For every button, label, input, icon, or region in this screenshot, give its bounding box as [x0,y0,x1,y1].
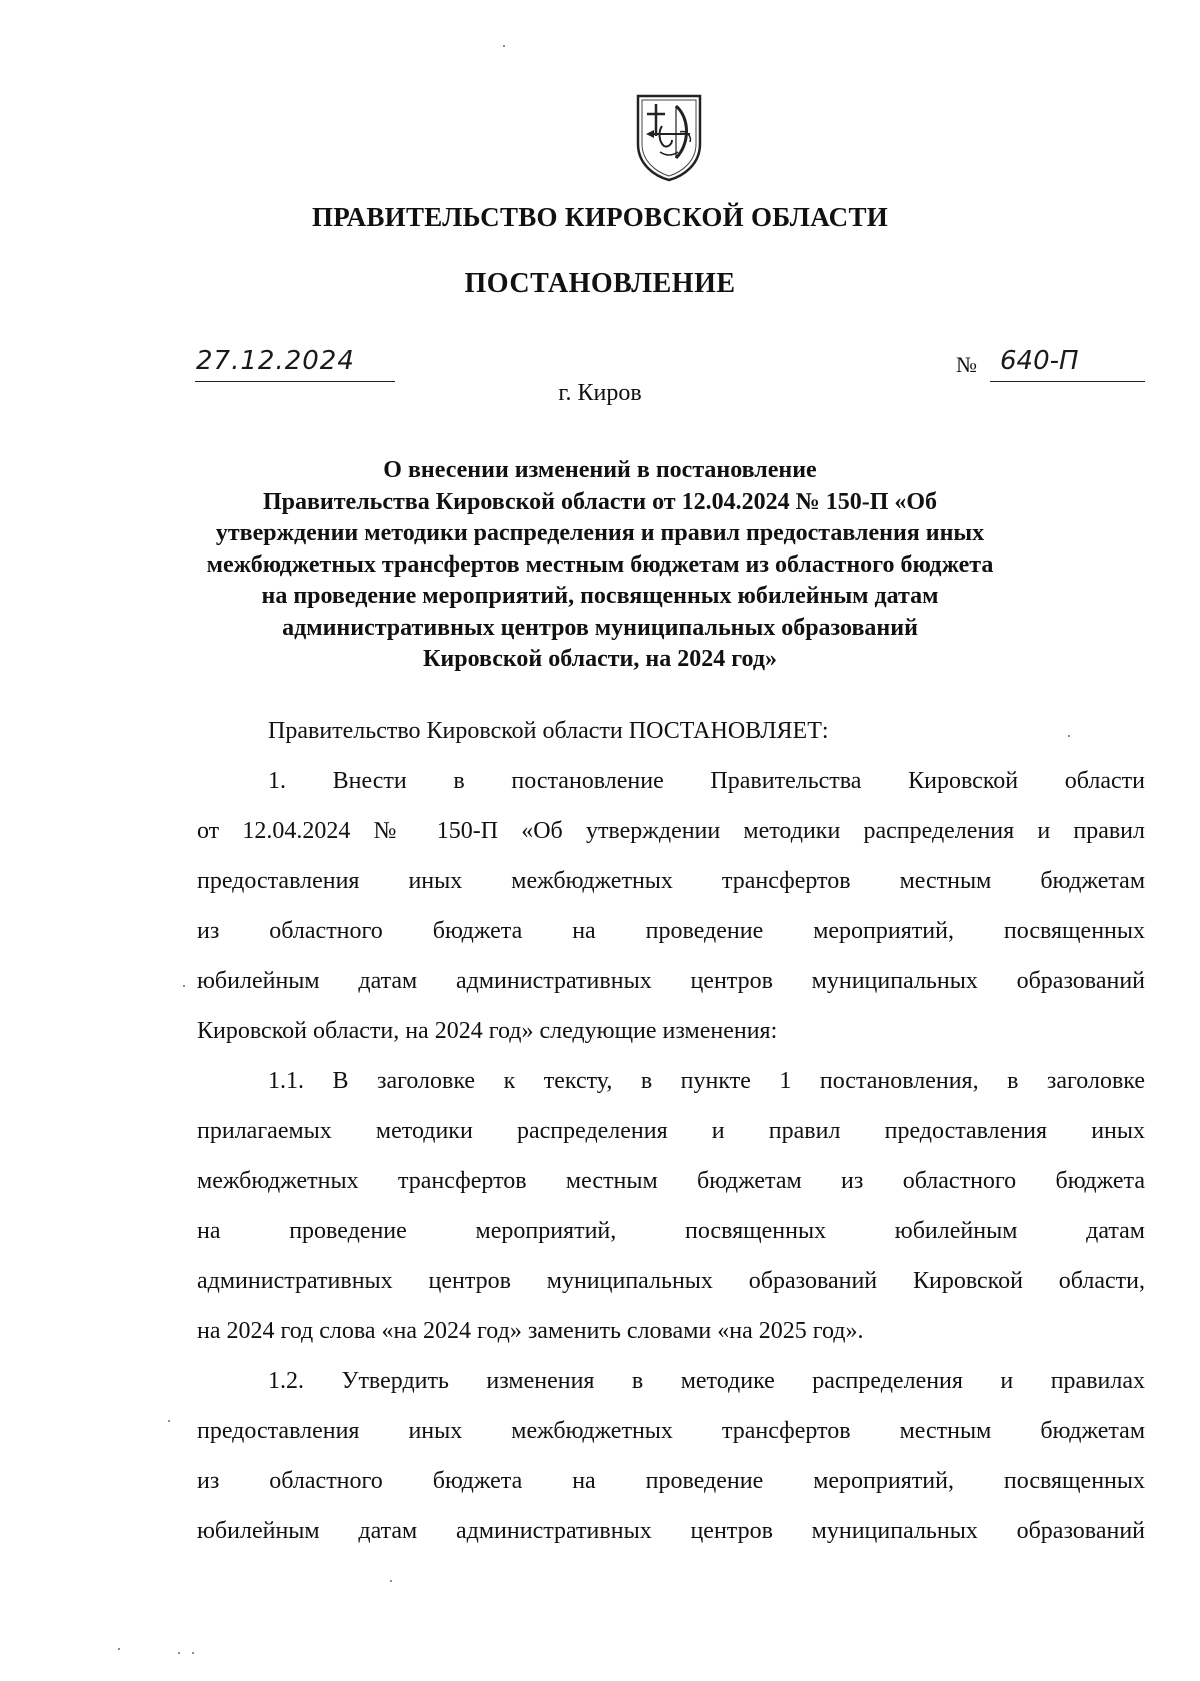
body-line: из областного бюджета на проведение мероприятий, посвященных [197,1468,1145,1494]
body-line: межбюджетных трансфертов местным бюджетам из областного бюджета [197,1168,1145,1194]
body-line: на 2024 год слова «на 2024 год» заменить словами «на 2025 год». [197,1318,864,1344]
body-line: из областного бюджета на проведение мероприятий, посвященных [197,918,1145,944]
body-line: от 12.04.2024 № 150-П «Об утверждении методики распределения и правил [197,818,1145,844]
subject-line: утверждении методики распределения и правил предоставления иных [215,520,985,546]
scan-speck [183,985,185,987]
body-line: на проведение мероприятий, посвященных юбилейным датам [197,1218,1145,1244]
scan-speck [1068,735,1070,737]
body-line: предоставления иных межбюджетных трансфертов местным бюджетам [197,1418,1145,1444]
body-line: административных центров муниципальных образований Кировской области, [197,1268,1145,1294]
scan-speck [503,45,505,47]
subject-line: О внесении изменений в постановление [383,457,817,483]
scan-speck [192,1652,194,1654]
number-label: № [956,352,977,377]
document-number: 640-П [1000,346,1079,376]
kirov-coat-of-arms-icon [632,92,706,182]
subject-line: административных центров муниципальных образований [282,614,918,641]
document-type-title: ПОСТАНОВЛЕНИЕ [464,268,736,299]
document-subject [180,455,1020,676]
body-line: 1. Внести в постановление Правительства Кировской области [268,768,1145,794]
subject-line: Кировской области, на 2024 год» [423,646,777,672]
scan-speck [118,1648,120,1650]
body-line: юбилейным датам административных центров муниципальных образований [197,968,1145,994]
city: г. Киров [558,380,642,406]
document-date: 27.12.2024 [196,346,355,376]
body-line: предоставления иных межбюджетных трансфертов местным бюджетам [197,868,1145,894]
body-line: юбилейным датам административных центров муниципальных образований [197,1518,1145,1544]
body-line: Кировской области, на 2024 год» следующие изменения: [197,1018,778,1044]
subject-line: Правительства Кировской области от 12.04.2024 № 150-П «Об [262,488,938,515]
organization-title: ПРАВИТЕЛЬСТВО КИРОВСКОЙ ОБЛАСТИ [311,202,889,232]
subject-line: межбюджетных трансфертов местным бюджетам из областного бюджета [206,551,994,578]
scan-speck [178,1652,180,1654]
scan-speck [390,1580,392,1582]
body-line: Правительство Кировской области ПОСТАНОВЛЯЕТ: [268,718,829,744]
body-line: прилагаемых методики распределения и правил предоставления иных [197,1118,1145,1144]
body-line: 1.1. В заголовке к тексту, в пункте 1 постановления, в заголовке [268,1068,1145,1094]
body-line: 1.2. Утвердить изменения в методике распределения и правилах [268,1368,1145,1394]
scan-speck [168,1420,170,1422]
subject-line: на проведение мероприятий, посвященных юбилейным датам [261,583,939,609]
